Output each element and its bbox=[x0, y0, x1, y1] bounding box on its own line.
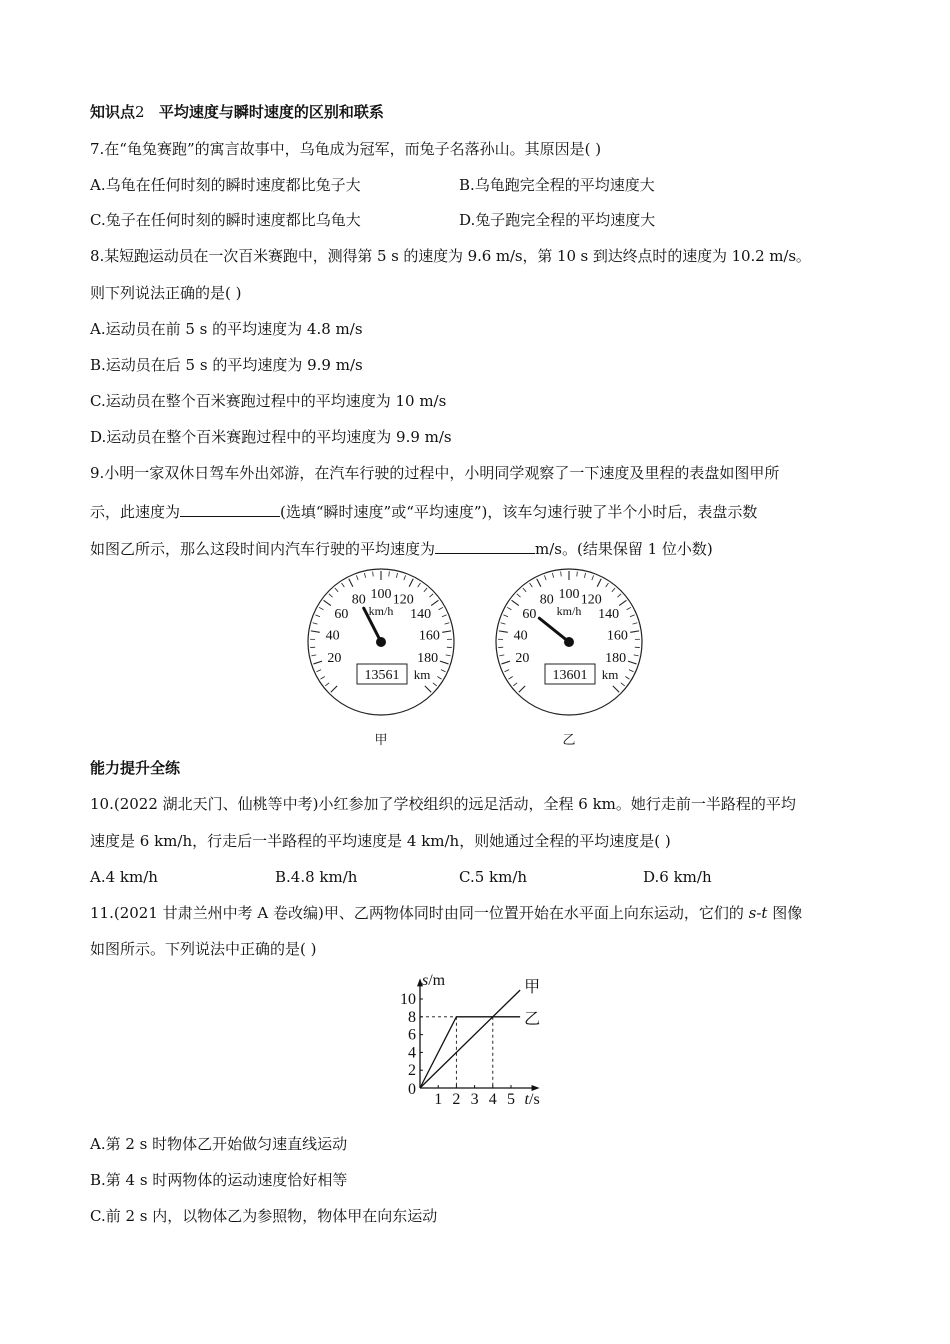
q11-line1-text-c: 图像 bbox=[767, 904, 803, 922]
y-tick-label: 6 bbox=[408, 1026, 416, 1044]
y-tick-label: 10 bbox=[400, 991, 416, 1008]
gauge-yi-tick-label: 20 bbox=[515, 651, 530, 667]
section-heading-2: 能力提升全练 bbox=[90, 759, 181, 777]
gauge-jia-tick bbox=[437, 676, 441, 679]
x-tick-label: 5 bbox=[507, 1091, 515, 1108]
q11-line2: 如图所示。下列说法中正确的是( ) bbox=[90, 940, 317, 958]
q9-line2-text-b: (选填“瞬时速度”或“平均速度”)，该车匀速行驶了半个小时后，表盘示数 bbox=[280, 503, 758, 521]
q11-option-c[interactable]: C.前 2 s 内，以物体乙为参照物，物体甲在向东运动 bbox=[90, 1207, 438, 1225]
q11-option-a[interactable]: A.第 2 s 时物体乙开始做匀速直线运动 bbox=[90, 1135, 348, 1153]
gauge-jia-tick bbox=[356, 575, 358, 580]
gauge-jia-tick bbox=[440, 661, 449, 664]
section-number: 2 bbox=[135, 103, 145, 121]
x-tick-label: 2 bbox=[452, 1091, 461, 1108]
x-axis-title: t/s bbox=[524, 1091, 540, 1108]
series-label-jia: 甲 bbox=[524, 977, 541, 997]
q10-option-a[interactable]: A.4 km/h bbox=[90, 868, 158, 886]
gauge-jia-tick-label: 160 bbox=[418, 628, 440, 644]
gauge-yi-tick-label: 40 bbox=[513, 628, 528, 644]
q8-option-c[interactable]: C.运动员在整个百米赛跑过程中的平均速度为 10 m/s bbox=[90, 392, 447, 410]
gauge-jia-tick bbox=[445, 623, 450, 624]
gauge-yi-tick bbox=[627, 607, 631, 609]
st-graph bbox=[385, 965, 585, 1115]
q9-answer-blank-1[interactable] bbox=[180, 500, 280, 517]
y-tick-label: 8 bbox=[408, 1008, 416, 1026]
q10-option-d[interactable]: D.6 km/h bbox=[643, 868, 712, 886]
gauge-jia-tick bbox=[319, 607, 323, 609]
section-label: 知识点 bbox=[90, 103, 136, 121]
gauge-yi-tick bbox=[592, 575, 594, 580]
gauge-yi-tick bbox=[633, 623, 638, 624]
y-axis-title: s/m bbox=[422, 972, 446, 989]
gauge-yi-tick bbox=[519, 686, 525, 692]
gauge-jia-tick bbox=[313, 661, 322, 664]
section-heading bbox=[90, 102, 384, 122]
q9-line2 bbox=[90, 500, 757, 522]
series-line-jia bbox=[420, 990, 520, 1088]
gauge-yi-tick bbox=[634, 655, 639, 656]
q7-stem: 7.在“龟兔赛跑”的寓言故事中，乌龟成为冠军，而兔子名落孙山。其原因是( ) bbox=[90, 140, 602, 158]
gauge-yi-tick bbox=[523, 588, 526, 592]
q9-line3-text-a: 如图乙所示，那么这段时间内汽车行驶的平均速度为 bbox=[90, 540, 436, 558]
gauge-yi-caption: 乙 bbox=[562, 733, 576, 748]
gauge-jia-unit-label: km/h bbox=[368, 604, 394, 618]
q7-option-d[interactable]: D.兔子跑完全程的平均速度大 bbox=[459, 211, 656, 229]
gauge-jia-needle-hub bbox=[376, 637, 386, 647]
gauge-jia-tick bbox=[429, 594, 433, 597]
gauge-yi-tick bbox=[630, 631, 639, 632]
gauge-jia-odometer-value: 13561 bbox=[364, 668, 400, 683]
gauge-yi-tick-label: 180 bbox=[605, 651, 627, 667]
gauge-jia-tick bbox=[425, 686, 431, 692]
gauge-yi-tick bbox=[561, 571, 562, 576]
gauge-jia-tick bbox=[364, 573, 365, 578]
gauge-yi-tick-label: 120 bbox=[580, 592, 602, 608]
gauge-yi-needle-hub bbox=[564, 637, 574, 647]
gauge-jia-tick bbox=[441, 670, 446, 672]
gauge-yi-tick bbox=[621, 683, 625, 686]
q10-line2: 速度是 6 km/h，行走后一半路程的平均速度是 4 km/h，则她通过全程的平均速度是( ) bbox=[90, 832, 671, 850]
gauge-yi-odometer-unit: km bbox=[601, 667, 619, 682]
gauge-jia-tick bbox=[409, 579, 413, 587]
gauge-jia-tick-label: 60 bbox=[334, 607, 349, 623]
gauge-jia-tick-label: 80 bbox=[351, 592, 366, 608]
q7-option-b[interactable]: B.乌龟跑完全程的平均速度大 bbox=[459, 176, 655, 194]
gauge-jia-tick bbox=[311, 631, 320, 632]
gauge-jia-tick bbox=[439, 607, 443, 609]
q10-option-c[interactable]: C.5 km/h bbox=[459, 868, 528, 886]
gauge-yi-tick bbox=[507, 607, 511, 609]
q11-option-b[interactable]: B.第 4 s 时两物体的运动速度恰好相等 bbox=[90, 1171, 348, 1189]
x-tick-label: 3 bbox=[470, 1091, 479, 1108]
gauge-yi-tick bbox=[612, 588, 615, 592]
gauge-jia-tick bbox=[442, 615, 447, 617]
gauge-yi-tick bbox=[629, 670, 634, 672]
gauge-yi-tick-label: 100 bbox=[558, 587, 580, 602]
gauge-jia-tick bbox=[418, 583, 421, 587]
gauge-jia-tick bbox=[324, 600, 331, 605]
series-label-yi: 乙 bbox=[524, 1008, 541, 1028]
gauge-yi-tick bbox=[584, 573, 585, 578]
gauge-yi-tick-label: 80 bbox=[539, 592, 554, 608]
q10-line1: 10.(2022 湖北天门、仙桃等中考)小红参加了学校组织的远足活动，全程 6 km。她行走前一半路程的平均 bbox=[90, 795, 796, 813]
q7-option-a[interactable]: A.乌龟在任何时刻的瞬时速度都比兔子大 bbox=[90, 176, 361, 194]
q8-option-b[interactable]: B.运动员在后 5 s 的平均速度为 9.9 m/s bbox=[90, 356, 363, 374]
q9-line2-text-a: 示，此速度为 bbox=[90, 503, 181, 521]
origin-label: 0 bbox=[408, 1081, 416, 1098]
gauge-jia-tick-label: 20 bbox=[327, 651, 342, 667]
gauge-yi-tick bbox=[630, 615, 635, 617]
y-tick-label: 2 bbox=[408, 1062, 416, 1080]
gauge-yi-tick bbox=[501, 623, 506, 624]
gauge-jia-tick bbox=[404, 575, 406, 580]
gauge-jia-tick bbox=[433, 683, 437, 686]
gauge-jia-tick bbox=[320, 676, 324, 679]
gauge-yi-tick bbox=[505, 670, 510, 672]
gauge-yi-tick bbox=[512, 600, 519, 605]
q9-answer-blank-2[interactable] bbox=[435, 537, 535, 554]
gauge-yi-tick-label: 60 bbox=[522, 607, 537, 623]
gauge-yi-unit-label: km/h bbox=[556, 604, 582, 618]
q10-option-b[interactable]: B.4.8 km/h bbox=[275, 868, 358, 886]
gauge-yi-needle bbox=[539, 618, 569, 642]
q9-line3 bbox=[90, 537, 713, 559]
gauge-yi-tick bbox=[625, 676, 629, 679]
gauge-yi-tick bbox=[499, 655, 504, 656]
gauge-jia-tick bbox=[325, 683, 329, 686]
gauge-yi-tick-label: 160 bbox=[606, 628, 628, 644]
q11-line1 bbox=[90, 903, 802, 923]
q11-st-symbol: s-t bbox=[748, 904, 768, 922]
series-line-yi bbox=[420, 1017, 520, 1088]
gauge-jia-tick bbox=[424, 588, 427, 592]
gauge-yi-tick bbox=[501, 661, 510, 664]
q8-option-a[interactable]: A.运动员在前 5 s 的平均速度为 4.8 m/s bbox=[90, 320, 363, 338]
gauge-jia-tick bbox=[396, 573, 397, 578]
gauge-yi-tick bbox=[597, 579, 601, 587]
gauge-yi-tick bbox=[537, 579, 541, 587]
gauge-jia-tick bbox=[389, 571, 390, 576]
q8-stem-line2: 则下列说法正确的是( ) bbox=[90, 284, 242, 302]
gauge-jia-tick-label: 180 bbox=[417, 651, 439, 667]
gauge-jia-odometer-unit: km bbox=[413, 667, 431, 682]
gauge-jia-tick-label: 100 bbox=[370, 587, 392, 602]
gauge-jia-tick bbox=[349, 579, 353, 587]
gauge-jia-tick bbox=[331, 686, 337, 692]
gauge-yi-tick bbox=[617, 594, 621, 597]
q9-line1: 9.小明一家双休日驾车外出郊游，在汽车行驶的过程中，小明同学观察了一下速度及里程的表盘如图甲所 bbox=[90, 464, 780, 482]
gauge-yi-tick bbox=[499, 631, 508, 632]
gauge-yi-tick bbox=[552, 573, 553, 578]
gauge-yi-tick bbox=[577, 571, 578, 576]
gauge-jia-tick-label: 120 bbox=[392, 592, 414, 608]
gauge-jia-tick-label: 40 bbox=[325, 628, 340, 644]
section-title: 平均速度与瞬时速度的区别和联系 bbox=[158, 103, 384, 121]
gauge-jia-tick bbox=[329, 594, 333, 597]
gauge-yi-tick bbox=[619, 600, 626, 605]
gauge-yi-tick bbox=[503, 615, 508, 617]
gauge-yi-tick bbox=[508, 676, 512, 679]
gauge-jia-tick bbox=[373, 571, 374, 576]
gauge-yi-tick bbox=[613, 686, 619, 692]
y-tick-label: 4 bbox=[408, 1044, 416, 1062]
gauge-jia-tick-label: 140 bbox=[410, 607, 432, 623]
gauge-jia-tick bbox=[446, 655, 451, 656]
gauge-yi-tick bbox=[544, 575, 546, 580]
gauge-yi-tick bbox=[530, 583, 533, 587]
gauge-jia-tick bbox=[431, 600, 438, 605]
x-tick-label: 1 bbox=[434, 1091, 443, 1108]
gauge-yi-tick bbox=[517, 594, 521, 597]
gauge-jia-tick bbox=[317, 670, 322, 672]
gauge-jia-tick bbox=[335, 588, 338, 592]
x-tick-label: 4 bbox=[488, 1091, 497, 1108]
gauge-yi-tick bbox=[513, 683, 517, 686]
gauge-yi-odometer-value: 13601 bbox=[552, 668, 588, 683]
q8-option-d[interactable]: D.运动员在整个百米赛跑过程中的平均速度为 9.9 m/s bbox=[90, 428, 452, 446]
gauge-jia-tick bbox=[313, 623, 318, 624]
gauge-yi-tick bbox=[606, 583, 609, 587]
speedometer-figure bbox=[290, 565, 670, 750]
gauge-jia-tick bbox=[442, 631, 451, 632]
gauge-yi-tick bbox=[628, 661, 637, 664]
gauge-jia-tick bbox=[311, 655, 316, 656]
q8-stem-line1: 8.某短跑运动员在一次百米赛跑中，测得第 5 s 的速度为 9.6 m/s，第 10 s 到达终点时的速度为 10.2 m/s。 bbox=[90, 247, 811, 265]
q11-line1-text-a: 11.(2021 甘肃兰州中考 A 卷改编)甲、乙两物体同时由同一位置开始在水平面上向东运动，它们的 bbox=[90, 904, 749, 922]
q7-option-c[interactable]: C.兔子在任何时刻的瞬时速度都比乌龟大 bbox=[90, 211, 361, 229]
gauge-jia-tick bbox=[315, 615, 320, 617]
gauge-jia-caption: 甲 bbox=[374, 733, 388, 748]
q9-line3-text-b: m/s。(结果保留 1 位小数) bbox=[535, 540, 713, 558]
gauge-yi-tick-label: 140 bbox=[598, 607, 620, 623]
gauge-jia-tick bbox=[342, 583, 345, 587]
